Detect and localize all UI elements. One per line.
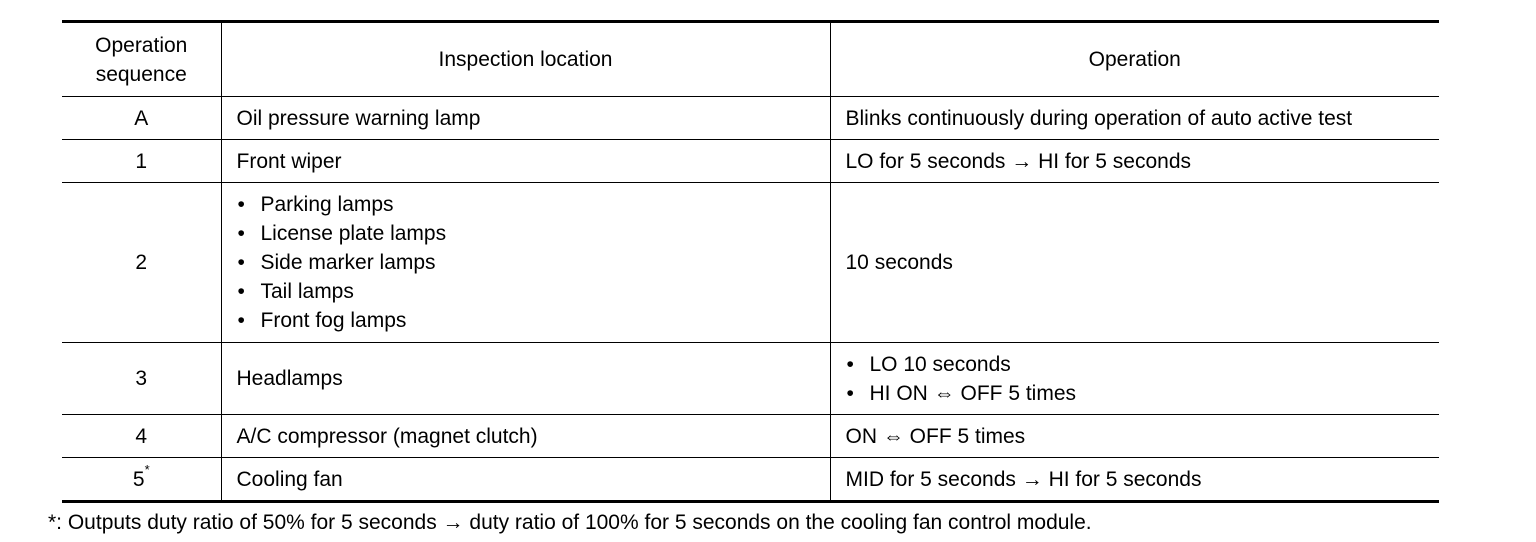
list-item: • Parking lamps (237, 190, 830, 219)
header-inspection-location: Inspection location (221, 22, 830, 97)
header-sequence-line-1: Operation (95, 33, 188, 57)
sequence-cell: 1 (62, 140, 221, 183)
table-row (62, 415, 1439, 458)
sequence-cell: 2 (62, 183, 221, 343)
location-cell: Front wiper (221, 140, 830, 183)
sequence-cell: A (62, 97, 221, 140)
table-row (62, 97, 1439, 140)
sequence-cell: 3 (62, 343, 221, 415)
location-cell: Cooling fan (221, 458, 830, 502)
list-item: • License plate lamps (237, 219, 830, 248)
operation-cell: Blinks continuously during operation of auto active test (830, 97, 1439, 140)
list-item: • Front fog lamps (237, 306, 830, 335)
sequence-cell (62, 458, 221, 502)
header-operation: Operation (830, 22, 1439, 97)
list-item: • Side marker lamps (237, 248, 830, 277)
operation-cell (830, 343, 1439, 415)
location-cell: Headlamps (221, 343, 830, 415)
operation-cell: LO for 5 seconds → HI for 5 seconds (830, 140, 1439, 183)
operation-cell: ON ⇔ OFF 5 times (830, 415, 1439, 458)
headlamp-operation-list (846, 350, 1440, 408)
table-row (62, 140, 1439, 183)
table-row (62, 343, 1439, 415)
operation-cell: 10 seconds (830, 183, 1439, 343)
sequence-cell: 4 (62, 415, 221, 458)
header-row (62, 22, 1439, 97)
table-row (62, 458, 1439, 502)
location-cell: A/C compressor (magnet clutch) (221, 415, 830, 458)
location-cell (221, 183, 830, 343)
table-footnote: *: Outputs duty ratio of 50% for 5 seconds → duty ratio of 100% for 5 seconds on the cooling fan control module. (48, 511, 1092, 534)
footnote-marker: * (144, 461, 150, 477)
sequence-number: 5 (132, 467, 145, 491)
header-operation-sequence (62, 22, 221, 97)
table-row (62, 183, 1439, 343)
lamp-list (237, 190, 830, 335)
list-item: • HI ON ⇔ OFF 5 times (846, 379, 1440, 408)
list-item: • Tail lamps (237, 277, 830, 306)
list-item: • LO 10 seconds (846, 350, 1440, 379)
auto-active-test-table (62, 20, 1439, 503)
operation-cell: MID for 5 seconds → HI for 5 seconds (830, 458, 1439, 502)
header-sequence-line-2: sequence (95, 62, 187, 86)
location-cell: Oil pressure warning lamp (221, 97, 830, 140)
